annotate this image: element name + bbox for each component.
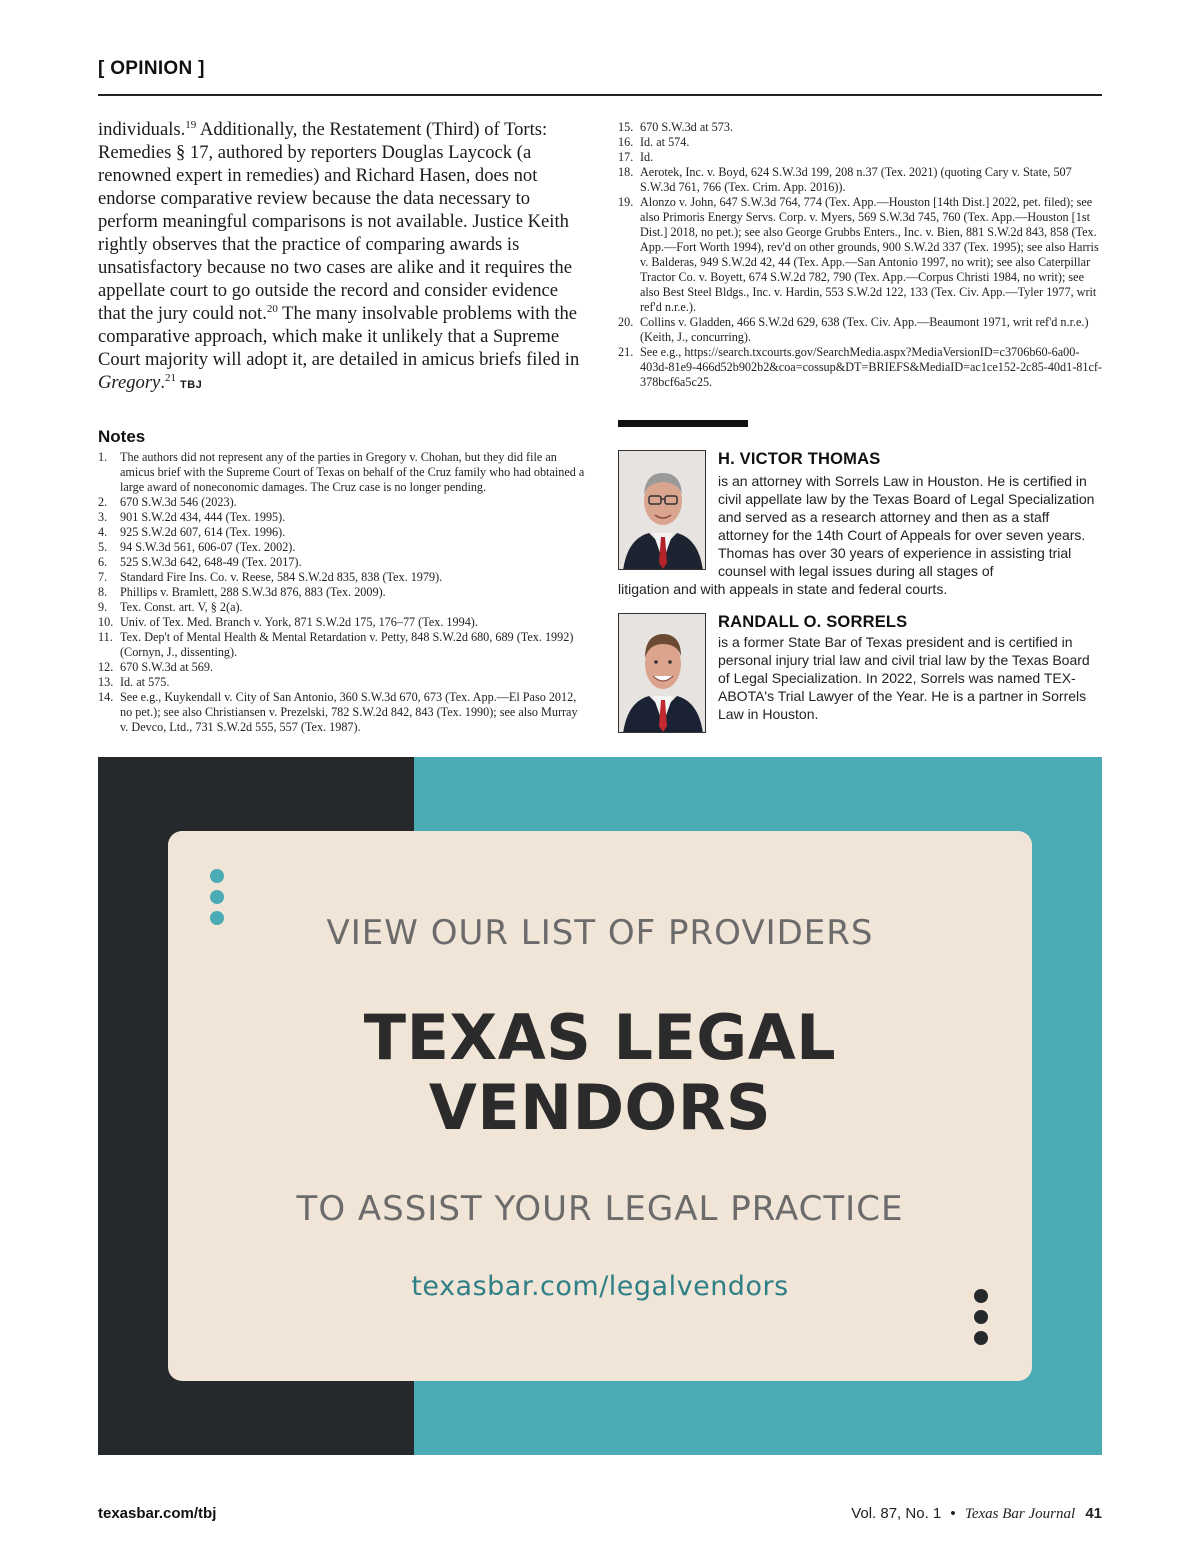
footnote-number: 10.: [98, 615, 114, 629]
footnote-item: [98, 450, 586, 495]
footnote-item: [98, 615, 586, 630]
footnote-text: 901 S.W.2d 434, 444 (Tex. 1995).: [120, 510, 286, 524]
footnote-item: [618, 345, 1102, 390]
footnote-number: 4.: [98, 525, 108, 539]
ad-url-link[interactable]: texasbar.com/legalvendors: [411, 1271, 789, 1302]
footnote-item: [98, 630, 586, 660]
footnote-text: 925 S.W.2d 607, 614 (Tex. 1996).: [120, 525, 286, 539]
footnote-text: Id.: [640, 150, 654, 164]
author-name-thomas: H. VICTOR THOMAS: [718, 450, 881, 468]
footnote-number: 15.: [618, 120, 634, 134]
footnote-number: 1.: [98, 450, 108, 464]
footnote-item: [98, 690, 586, 735]
notes-heading: Notes: [98, 427, 146, 446]
footnote-number: 7.: [98, 570, 108, 584]
ad-headline-line-2: VENDORS: [428, 1071, 772, 1144]
footnote-text: Collins v. Gladden, 466 S.W.2d 629, 638 (Tex. Civ. App.—Beaumont 1971, writ ref'd n.r.e.) (Keith, J., concurring).: [640, 315, 1089, 344]
right-column: [618, 120, 1102, 390]
footnote-text: The authors did not represent any of the parties in Gregory v. Chohan, but they did file an amicus brief with the Supreme Court of Texas on behalf of the Cruz family who had obtained a large award of noneconomic damages. The Cruz case is no longer pending.: [120, 450, 585, 494]
footnote-number: 6.: [98, 555, 108, 569]
footnote-item: [98, 585, 586, 600]
portrait-sorrels-icon: [619, 614, 706, 733]
author-desc-thomas-end: litigation and with appeals in state and federal courts.: [618, 581, 948, 597]
footnote-number: 21.: [618, 345, 634, 359]
author-name-sorrels: RANDALL O. SORRELS: [718, 613, 908, 631]
footnote-text: 670 S.W.3d at 573.: [640, 120, 733, 134]
bio-divider-bar: [618, 420, 748, 427]
footnote-text: See e.g., Kuykendall v. City of San Antonio, 360 S.W.3d 670, 673 (Tex. App.—El Paso 2012, no pet.); see also Christiansen v. Prezelski, 782 S.W.2d 842, 843 (Tex. 1990); see also Murray v. Devco, Ltd., 731 S.W.2d 555, 557 (Tex. 1987).: [120, 690, 578, 734]
author-desc-thomas: [618, 472, 1102, 598]
ad-line-view-providers: VIEW OUR LIST OF PROVIDERS: [326, 913, 874, 953]
footnote-item: [98, 555, 586, 570]
legal-vendors-ad[interactable]: [98, 757, 1102, 1455]
ad-card: [168, 831, 1032, 1381]
footnote-number: 5.: [98, 540, 108, 554]
footnote-item: [98, 570, 586, 585]
ad-headline: [168, 1003, 1032, 1143]
footnote-text: Id. at 575.: [120, 675, 170, 689]
footnote-ref-20[interactable]: 20: [266, 302, 278, 315]
footer-journal-name: Texas Bar Journal: [964, 1506, 1076, 1522]
footnote-text: Tex. Const. art. V, § 2(a).: [120, 600, 243, 614]
footnote-item: [98, 675, 586, 690]
footnote-number: 17.: [618, 150, 634, 164]
left-column: [98, 118, 586, 735]
footnote-ref-19[interactable]: 19: [185, 118, 197, 131]
ad-line-assist: TO ASSIST YOUR LEGAL PRACTICE: [296, 1189, 904, 1229]
footnote-item: [98, 525, 586, 540]
footnote-item: [98, 540, 586, 555]
footer-page-number: 41: [1085, 1505, 1102, 1522]
notes-list-left: [98, 450, 586, 735]
notes-list-right: [618, 120, 1102, 390]
footnote-number: 14.: [98, 690, 114, 704]
footnote-item: [618, 315, 1102, 345]
article-text-3: The many insolvable problems with the comparative approach, which make it unlikely that a Supreme Court majority will adopt it, are detailed in amicus briefs filed in: [98, 303, 580, 370]
footnote-text: Univ. of Tex. Med. Branch v. York, 871 S.W.2d 175, 176–77 (Tex. 1994).: [120, 615, 478, 629]
footnote-number: 9.: [98, 600, 108, 614]
footnote-text: Phillips v. Bramlett, 288 S.W.3d 876, 883 (Tex. 2009).: [120, 585, 386, 599]
footnote-text: Standard Fire Ins. Co. v. Reese, 584 S.W.2d 835, 838 (Tex. 1979).: [120, 570, 443, 584]
footnote-item: [98, 600, 586, 615]
footnote-text: Alonzo v. John, 647 S.W.3d 764, 774 (Tex. App.—Houston [14th Dist.] 2022, pet. filed); see also Primoris Energy Servs. Corp. v. Myers, 569 S.W.3d 745, 760 (Tex. App.—Houston [1st Dist.] 2018, no pet.); see also George Grubbs Enters., Inc. v. Bien, 881 S.W.2d 843, 858 (Tex. App.—Fort Worth 1994), rev'd on other grounds, 900 S.W.2d 337 (Tex. 1995); see also Harris v. Balderas, 949 S.W.2d 42, 44 (Tex. App.—San Antonio 1997, no writ); see also Caterpillar Tractor Co. v. Boyett, 674 S.W.2d 782, 790 (Tex. App.—Corpus Christi 1984, no writ); see also Best Steel Bldgs., Inc. v. Hardin, 553 S.W.2d 122, 133 (Tex. Civ. App.—Tyler 1977, writ ref'd n.r.e.).: [640, 195, 1099, 314]
footnote-text: 94 S.W.3d 561, 606-07 (Tex. 2002).: [120, 540, 296, 554]
footnote-number: 18.: [618, 165, 634, 179]
footnote-number: 13.: [98, 675, 114, 689]
footnote-number: 16.: [618, 135, 634, 149]
footnote-number: 20.: [618, 315, 634, 329]
footnote-text: Id. at 574.: [640, 135, 690, 149]
footnote-text: Aerotek, Inc. v. Boyd, 624 S.W.3d 199, 208 n.37 (Tex. 2021) (quoting Cary v. State, 507 S.W.3d 761, 766 (Tex. Crim. App. 2016)).: [640, 165, 1072, 194]
footnote-item: [618, 120, 1102, 135]
footnote-ref-21[interactable]: 21: [164, 371, 176, 384]
footnote-text: 670 S.W.3d at 569.: [120, 660, 213, 674]
footnote-number: 8.: [98, 585, 108, 599]
footnote-item: [98, 660, 586, 675]
dots-decoration-bottom-icon: [974, 1282, 990, 1345]
section-label: [ OPINION ]: [98, 58, 205, 79]
author-photo-sorrels: [618, 613, 706, 733]
case-name-gregory: Gregory: [98, 372, 161, 393]
footnote-item: [618, 150, 1102, 165]
author-desc-thomas-main: is an attorney with Sorrels Law in Houston. He is certified in civil appellate law by the Texas Board of Legal Specialization and served as a research attorney and then as a staff attorney for the 14th Court of Appeals for over seven years. Thomas has over 30 years of experience in assisting trial counsel with legal issues during all stages of: [718, 473, 1095, 579]
footnote-text: 525 S.W.3d 642, 648-49 (Tex. 2017).: [120, 555, 302, 569]
tbj-end-mark: TBJ: [179, 379, 203, 391]
article-closing-paragraph: [98, 118, 586, 397]
footnote-number: 3.: [98, 510, 108, 524]
footnote-text: See e.g., https://search.txcourts.gov/SearchMedia.aspx?MediaVersionID=c3706b60-6a00-403d-81e9-466d52b902b2&coa=cossup&DT=BRIEFS&MediaID=ac1ce152-2c85-40d1-81cf-378bcf6a5c25.: [640, 345, 1102, 389]
footer-site-link[interactable]: texasbar.com/tbj: [98, 1505, 217, 1522]
footnote-item: [618, 195, 1102, 315]
footnote-item: [618, 165, 1102, 195]
article-text-1: individuals.: [98, 119, 186, 140]
footnote-text: 670 S.W.3d 546 (2023).: [120, 495, 237, 509]
footnote-number: 19.: [618, 195, 634, 209]
author-desc-sorrels: is a former State Bar of Texas president and is certified in personal injury trial law and civil trial law by the Texas Board of Legal Specialization. In 2022, Sorrels was named TEX-ABOTA's Trial Lawyer of the Year. He is a partner in Sorrels Law in Houston.: [718, 634, 1090, 722]
footer-bullet: •: [950, 1505, 956, 1522]
footnote-text: Tex. Dep't of Mental Health & Mental Retardation v. Petty, 848 S.W.2d 680, 689 (Tex. 1992) (Cornyn, J., dissenting).: [120, 630, 574, 659]
footnote-number: 11.: [98, 630, 113, 644]
footnote-item: [618, 135, 1102, 150]
header-rule: [98, 94, 1102, 96]
footnote-number: 2.: [98, 495, 108, 509]
footnote-item: [98, 495, 586, 510]
article-text-2: Additionally, the Restatement (Third) of Torts: Remedies § 17, authored by reporters Douglas Laycock (a renowned expert in remedies) and Richard Hasen, does not endorse comparative review because the data necessary to perform meaningful comparisons is not available. Justice Keith rightly observes that the practice of comparing awards is unsatisfactory because no two cases are alike and it requires the appellate court to go outside the record and consider evidence that the jury could not.: [98, 119, 572, 324]
footnote-number: 12.: [98, 660, 114, 674]
footer-volume: Vol. 87, No. 1: [851, 1505, 942, 1522]
ad-headline-line-1: TEXAS LEGAL: [363, 1001, 837, 1074]
footnote-item: [98, 510, 586, 525]
article-text-end: .: [160, 372, 165, 393]
footer-issue-info: [851, 1505, 1102, 1523]
